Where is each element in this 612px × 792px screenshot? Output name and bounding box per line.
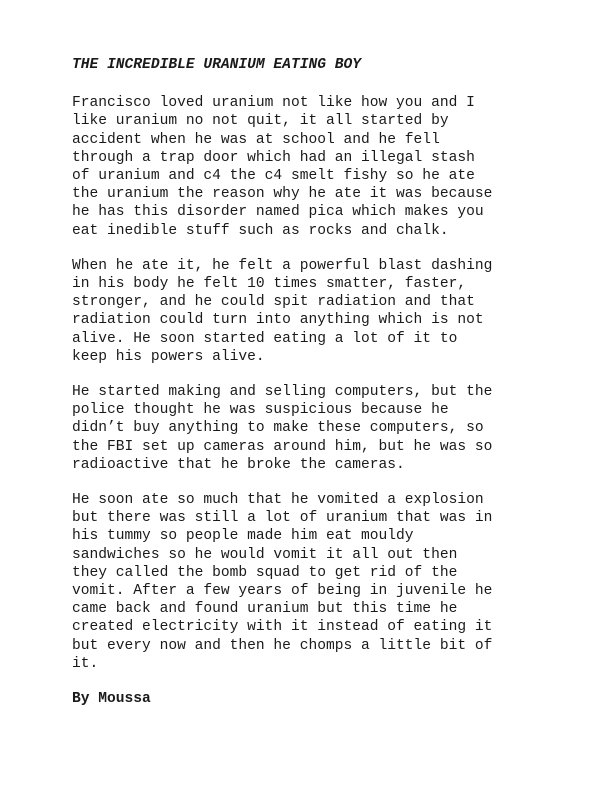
story-paragraph: [72, 491, 540, 673]
author-byline: By Moussa: [72, 691, 151, 708]
paragraph-line: accident when he was at school and he fell: [72, 131, 440, 148]
paragraph-line: created electricity with it instead of eating it: [72, 619, 493, 636]
story-title: THE INCREDIBLE URANIUM EATING BOY: [72, 57, 362, 73]
paragraph-line: alive. He soon started eating a lot of it to: [72, 330, 458, 347]
paragraph-line: sandwiches so he would vomit it all out then: [72, 546, 458, 563]
paragraph-line: the FBI set up cameras around him, but he was so: [72, 438, 493, 455]
paragraph-line: When he ate it, he felt a powerful blast dashing: [72, 257, 493, 274]
story-paragraph: [72, 94, 540, 240]
story-paragraph: [72, 257, 540, 366]
paragraph-line: He started making and selling computers, but the: [72, 384, 493, 401]
story-body: [72, 94, 540, 673]
paragraph-line: he has this disorder named pica which makes you: [72, 204, 484, 221]
paragraph-line: stronger, and he could spit radiation and that: [72, 294, 475, 311]
paragraph-line: it.: [72, 655, 99, 672]
paragraph-line: radioactive that he broke the cameras.: [72, 456, 405, 473]
paragraph-line: of uranium and c4 the c4 smelt fishy so he ate: [72, 168, 475, 185]
paragraph-line: but there was still a lot of uranium that was in: [72, 510, 493, 527]
paragraph-line: eat inedible stuff such as rocks and chalk.: [72, 222, 449, 239]
paragraph-line: like uranium no not quit, it all started by: [72, 113, 449, 130]
paragraph-line: the uranium the reason why he ate it was because: [72, 186, 493, 203]
paragraph-line: in his body he felt 10 times smatter, faster,: [72, 276, 467, 293]
paragraph-line: his tummy so people made him eat mouldy: [72, 528, 414, 545]
paragraph-line: they called the bomb squad to get rid of the: [72, 564, 458, 581]
paragraph-line: but every now and then he chomps a little bit of: [72, 637, 493, 654]
document-page: [72, 56, 540, 708]
paragraph-line: radiation could turn into anything which is not: [72, 312, 484, 329]
paragraph-line: keep his powers alive.: [72, 348, 265, 365]
paragraph-line: Francisco loved uranium not like how you and I: [72, 95, 475, 112]
story-paragraph: [72, 383, 540, 474]
paragraph-line: He soon ate so much that he vomited a explosion: [72, 492, 484, 509]
paragraph-line: didn’t buy anything to make these computers, so: [72, 420, 484, 437]
paragraph-line: vomit. After a few years of being in juvenile he: [72, 583, 493, 600]
paragraph-line: came back and found uranium but this time he: [72, 601, 458, 618]
paragraph-line: through a trap door which had an illegal stash: [72, 149, 475, 166]
paragraph-line: police thought he was suspicious because he: [72, 402, 449, 419]
